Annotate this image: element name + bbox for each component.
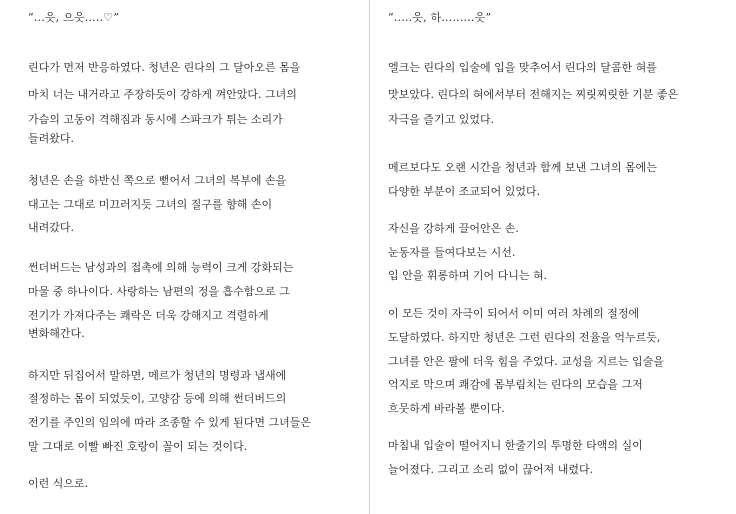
text-line: 그녀를 안은 팔에 더욱 힘을 주었다. 교성을 지르는 입술을 bbox=[388, 355, 664, 368]
text-line: 눈동자를 들여다보는 시선. bbox=[388, 246, 516, 259]
text-line: 이런 식으로. bbox=[28, 477, 89, 490]
text-line: 다양한 부분이 조교되어 있었다. bbox=[388, 185, 541, 198]
text-line: 늘어졌다. 그리고 소리 없이 끊어져 내렸다. bbox=[388, 463, 594, 476]
text-line: 도달하였다. 하지만 청년은 그런 린다의 전율을 억누르듯, bbox=[388, 331, 661, 344]
text-line: 절정하는 몸이 되었듯이, 고양감 등에 의해 썬더버드의 bbox=[28, 392, 287, 405]
text-line: 자극을 즐기고 있었다. bbox=[388, 113, 495, 126]
text-line: 말 그대로 이빨 빠진 호랑이 꼴이 되는 것이다. bbox=[28, 440, 248, 453]
text-line: 마치 너는 내거라고 주장하듯이 강하게 껴안았다. 그녀의 bbox=[28, 88, 297, 101]
text-line: 입 안을 휘롱하며 기어 다니는 혀. bbox=[388, 269, 548, 282]
text-line: 변화해간다. bbox=[28, 327, 85, 340]
right-heading: “.....읏, 하.........읏” bbox=[388, 11, 492, 24]
text-line: 이 모든 것이 자극이 되어서 이미 여러 차례의 절정에 bbox=[388, 307, 640, 320]
text-line: 맛보았다. 린다의 혀에서부터 전해지는 찌릿찌릿한 기분 좋은 bbox=[388, 88, 679, 101]
text-line: 메르보다도 오랜 시간을 청년과 함께 보낸 그녀의 몸에는 bbox=[388, 161, 657, 174]
text-line: 하지만 뒤집어서 말하면, 메르가 청년의 명령과 냅새에 bbox=[28, 369, 287, 382]
text-line: 전기를 주인의 임의에 따라 조종할 수 있게 된다면 그녀들은 bbox=[28, 416, 311, 429]
text-line: 썬더버드는 남성과의 접촉에 의해 능력이 크게 강화되는 bbox=[28, 261, 294, 274]
text-line: 전기가 가져다주는 쾌락은 더욱 강해지고 격렬하게 bbox=[28, 309, 269, 322]
text-line: 대고는 그대로 미끄러지듯 그녀의 질구를 향해 손이 bbox=[28, 198, 273, 211]
page-divider bbox=[369, 0, 370, 514]
text-line: 마물 중 하나이다. 사랑하는 남편의 정을 흡수함으로 그 bbox=[28, 285, 290, 298]
text-line: 마침내 입술이 떨어지니 한줄기의 투명한 타액의 실이 bbox=[388, 439, 643, 452]
text-line: 내려갔다. bbox=[28, 221, 75, 234]
text-line: 엘크는 린다의 입술에 입을 맞추어서 린다의 달콤한 혀를 bbox=[388, 61, 657, 74]
text-line: 들려왔다. bbox=[28, 132, 75, 145]
text-line: 자신을 강하게 끌어안은 손. bbox=[388, 222, 519, 235]
text-line: 린다가 먼저 반응하였다. 청년은 린다의 그 달아오른 몸을 bbox=[28, 61, 301, 74]
left-heading: “...읏, 으읏.....♡” bbox=[28, 11, 120, 24]
text-line: 청년은 손을 하반신 쪽으로 뻗어서 그녀의 복부에 손을 bbox=[28, 174, 287, 187]
text-line: 흐뭇하게 바라볼 뿐이다. bbox=[388, 402, 505, 415]
right-page bbox=[372, 0, 714, 514]
text-line: 가슴의 고동이 격해짐과 동시에 스파크가 튀는 소리가 bbox=[28, 113, 283, 126]
text-line: 억지로 막으며 쾌감에 몸부림치는 린다의 모습을 그저 bbox=[388, 378, 643, 391]
left-page bbox=[0, 0, 342, 514]
